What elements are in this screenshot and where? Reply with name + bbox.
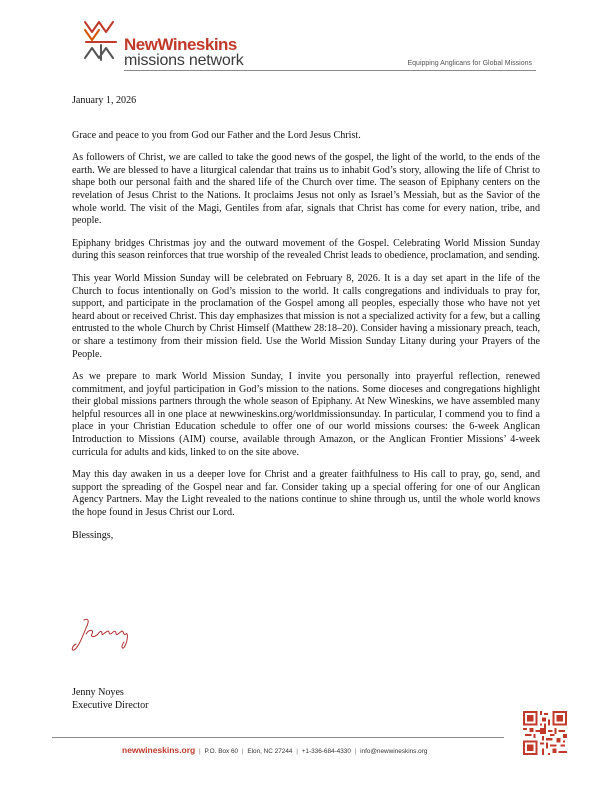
footer-separator: | [241, 748, 244, 755]
footer-po-box: P.O. Box 60 [204, 748, 239, 755]
qr-code-icon[interactable] [523, 711, 567, 755]
footer-contact [122, 745, 427, 755]
paragraph-3: This year World Mission Sunday will be celebrated on February 8, 2026. It is a day set apart in the life of the Church to focus intentionally on God’s mission to the world. It calls congregations and individuals to pray for, support, and participate in the proclamation of the Gospel among all peoples, especially those who have not yet heard about or received Christ. This day emphasizes that mission is not a specialized activity for a few, but a calling entrusted to the whole Church by Christ Himself (Matthew 28:18–20). Consider having a missionary preach, teach, or share a testimony from their mission field. Use the World Mission Sunday Litany during your Prayers of the People. [72, 272, 540, 360]
letter-closing: Blessings, [72, 529, 114, 541]
signature-icon [70, 614, 140, 654]
footer-website-link[interactable]: newwineskins.org [122, 745, 196, 755]
newwineskins-logo-icon [82, 18, 120, 62]
footer-phone[interactable]: +1-336-684-4330 [301, 748, 351, 755]
paragraph-1: As followers of Christ, we are called to take the good news of the gospel, the light of the world, to the ends of the earth. We are blessed to have a liturgical calendar that trains us to inhabit God’s story, allowing the life of Christ to shape both our personal faith and the shared life of the Church over time. The season of Epiphany centers on the revelation of Jesus Christ to the Nations. It proclaims Jesus not only as Israel’s Messiah, but as the Savior of the whole world. The visit of the Magi, Gentiles from afar, signals that Christ has come for every nation, tribe, and people. [72, 152, 540, 227]
paragraph-4: As we prepare to mark World Mission Sunday, I invite you personally into prayerful reflection, renewed commitment, and joyful participation in God’s mission to the nations. Some dioceses and congregations highlight their global missions partners through the whole season of Epiphany. At New Wineskins, we have assembled many helpful resources all in one place at newwineskins.org/worldmissionsunday. In particular, I commend you to find a place in your Christian Education schedule to offer one of our world missions courses: the 6-week Anglican Introduction to Missions (AIM) course, available through Amazon, or the Anglican Frontier Missions’ 4-week curricula for adults and kids, linked to on the site above. [72, 371, 540, 458]
footer-separator: | [296, 748, 298, 755]
letter-date: January 1, 2026 [72, 95, 137, 106]
footer-separator: | [354, 748, 357, 755]
brand-name: NewWineskins [124, 35, 237, 54]
footer-divider [52, 737, 504, 738]
letter-body [72, 95, 540, 542]
paragraph-2: Epiphany bridges Christmas joy and the outward movement of the Gospel. Celebrating World Mission Sunday during this season reinforces that true worship of the revealed Christ leads to obedience, proclamation, and sending. [72, 237, 540, 262]
signer-name: Jenny Noyes [72, 687, 124, 698]
header-divider [124, 70, 536, 71]
footer-separator: | [199, 748, 201, 755]
brand-subtitle: missions network [124, 52, 244, 69]
letter-greeting: Grace and peace to you from God our Father and the Lord Jesus Christ. [72, 129, 361, 141]
footer-city: Elon, NC 27244 [247, 748, 293, 755]
tagline: Equipping Anglicans for Global Missions [407, 60, 532, 67]
footer-email-link[interactable]: info@newwineskins.org [360, 748, 428, 755]
paragraph-5: May this day awaken in us a deeper love for Christ and a greater faithfulness to His call to pray, go, send, and support the spreading of the Gospel near and far. Consider taking up a special offering for one of our Anglican Agency Partners. May the Light revealed to the nations continue to shine through us, until the whole world knows the hope found in Jesus Christ our Lord. [72, 469, 540, 519]
signer-title: Executive Director [72, 700, 149, 711]
